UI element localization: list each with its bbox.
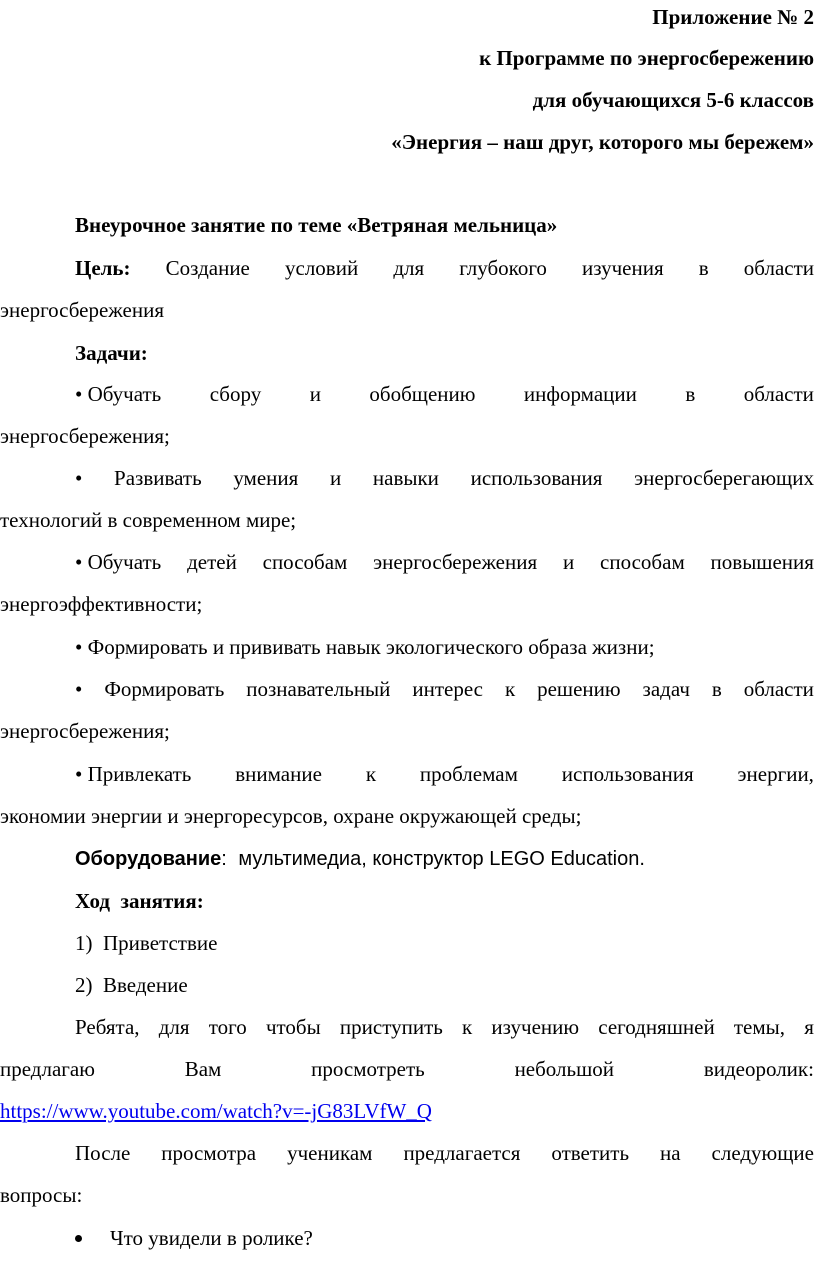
- after-word: ученикам: [287, 1141, 373, 1165]
- task-word: в: [685, 382, 696, 406]
- task-word: детей: [187, 550, 237, 574]
- task-word: • Обучать: [75, 550, 162, 574]
- task-item: [75, 679, 814, 700]
- intro-word: Ребята,: [75, 1015, 140, 1039]
- task-word: энергии,: [737, 762, 814, 786]
- intro-word: видеоролик:: [703, 1057, 814, 1081]
- task-word: • Обучать: [75, 382, 162, 406]
- goal-word: в: [698, 256, 709, 280]
- task-word: познавательный: [246, 677, 391, 701]
- task-word: навыки: [372, 466, 439, 490]
- video-link[interactable]: https://www.youtube.com/watch?v=-jG83LVfW_Q: [0, 1099, 432, 1123]
- after-word: просмотра: [161, 1141, 257, 1165]
- equipment-label: Оборудование: [75, 848, 222, 870]
- after-word: на: [660, 1141, 681, 1165]
- task-word: •: [75, 466, 83, 490]
- after-word: предлагается: [403, 1141, 521, 1165]
- task-word: решению: [537, 677, 621, 701]
- course-step: 1) Приветствие: [75, 931, 218, 955]
- equipment-line: [75, 849, 645, 869]
- question-item: [75, 1228, 313, 1249]
- intro-word: для: [158, 1015, 190, 1039]
- task-item-continued: энергосбережения;: [0, 424, 170, 448]
- task-word: •: [75, 677, 83, 701]
- task-item: [75, 384, 814, 405]
- task-word: проблемам: [419, 762, 518, 786]
- intro-line: [0, 1059, 814, 1080]
- task-word: области: [743, 677, 814, 701]
- intro-word: приступить: [339, 1015, 443, 1039]
- task-word: сбору: [209, 382, 262, 406]
- task-word: способам: [600, 550, 685, 574]
- task-item: [75, 552, 814, 573]
- task-item-continued: экономии энергии и энергоресурсов, охране окружающей среды;: [0, 804, 582, 828]
- equipment-value: мультимедиа, конструктор LEGO Education.: [238, 848, 645, 870]
- goal-word: условий: [285, 256, 359, 280]
- goal-line-continued: энергосбережения: [0, 298, 165, 322]
- bullet-icon: [75, 1235, 82, 1242]
- intro-word: предлагаю: [0, 1057, 95, 1081]
- program-title: «Энергия – наш друг, которого мы бережем»: [391, 130, 814, 154]
- task-word: повышения: [710, 550, 814, 574]
- task-word: и: [309, 382, 321, 406]
- intro-word: небольшой: [514, 1057, 614, 1081]
- equipment-colon: :: [221, 848, 227, 870]
- video-link-line: [0, 1101, 432, 1122]
- course-step: 2) Введение: [75, 973, 188, 997]
- course-label: Ход занятия:: [75, 889, 204, 913]
- task-word: использования: [470, 466, 603, 490]
- task-word: области: [743, 382, 814, 406]
- intro-word: сегодняшней: [598, 1015, 715, 1039]
- question-text: Что увидели в ролике?: [110, 1226, 313, 1250]
- task-word: • Привлекать: [75, 762, 192, 786]
- task-word: Развивать: [114, 466, 202, 490]
- goal-word: для: [393, 256, 425, 280]
- lesson-title: Внеурочное занятие по теме «Ветряная мельница»: [75, 213, 558, 237]
- task-word: способам: [262, 550, 348, 574]
- appendix-number: Приложение № 2: [652, 5, 814, 29]
- after-line-continued: вопросы:: [0, 1183, 83, 1207]
- intro-word: я: [804, 1015, 814, 1039]
- intro-word: чтобы: [265, 1015, 321, 1039]
- task-item-continued: энергоэффективности;: [0, 592, 203, 616]
- intro-word: Вам: [184, 1057, 222, 1081]
- tasks-label: Задачи:: [75, 341, 148, 365]
- intro-word: темы,: [733, 1015, 786, 1039]
- task-word: информации: [523, 382, 637, 406]
- task-word: использования: [561, 762, 694, 786]
- task-word: и: [562, 550, 575, 574]
- program-reference: к Программе по энергосбережению: [479, 46, 814, 70]
- goal-word: области: [743, 256, 814, 280]
- intro-word: к: [462, 1015, 473, 1039]
- after-line: [75, 1143, 814, 1164]
- after-word: ответить: [551, 1141, 630, 1165]
- after-word: следующие: [711, 1141, 814, 1165]
- after-word: После: [75, 1141, 131, 1165]
- task-word: внимание: [235, 762, 322, 786]
- task-word: интерес: [412, 677, 483, 701]
- task-word: энергосберегающих: [634, 466, 814, 490]
- goal-word: изучения: [582, 256, 664, 280]
- intro-word: того: [208, 1015, 247, 1039]
- task-word: к: [504, 677, 516, 701]
- task-item: • Формировать и прививать навык экологического образа жизни;: [75, 635, 655, 659]
- goal-word: глубокого: [459, 256, 547, 280]
- task-word: задач: [642, 677, 690, 701]
- task-word: Формировать: [104, 677, 225, 701]
- task-word: обобщению: [369, 382, 476, 406]
- goal-line: [75, 258, 814, 279]
- intro-word: изучению: [491, 1015, 580, 1039]
- task-word: энергосбережения: [373, 550, 538, 574]
- task-word: к: [365, 762, 377, 786]
- goal-word: Создание: [165, 256, 250, 280]
- task-item-continued: технологий в современном мире;: [0, 508, 297, 532]
- intro-line: [75, 1017, 814, 1038]
- goal-label: Цель:: [75, 256, 131, 280]
- audience-line: для обучающихся 5-6 классов: [532, 88, 814, 112]
- task-item: [75, 764, 814, 785]
- task-word: и: [329, 466, 342, 490]
- task-item: [75, 468, 814, 489]
- intro-word: просмотреть: [311, 1057, 425, 1081]
- task-word: в: [711, 677, 722, 701]
- task-word: умения: [233, 466, 299, 490]
- task-item-continued: энергосбережения;: [0, 719, 170, 743]
